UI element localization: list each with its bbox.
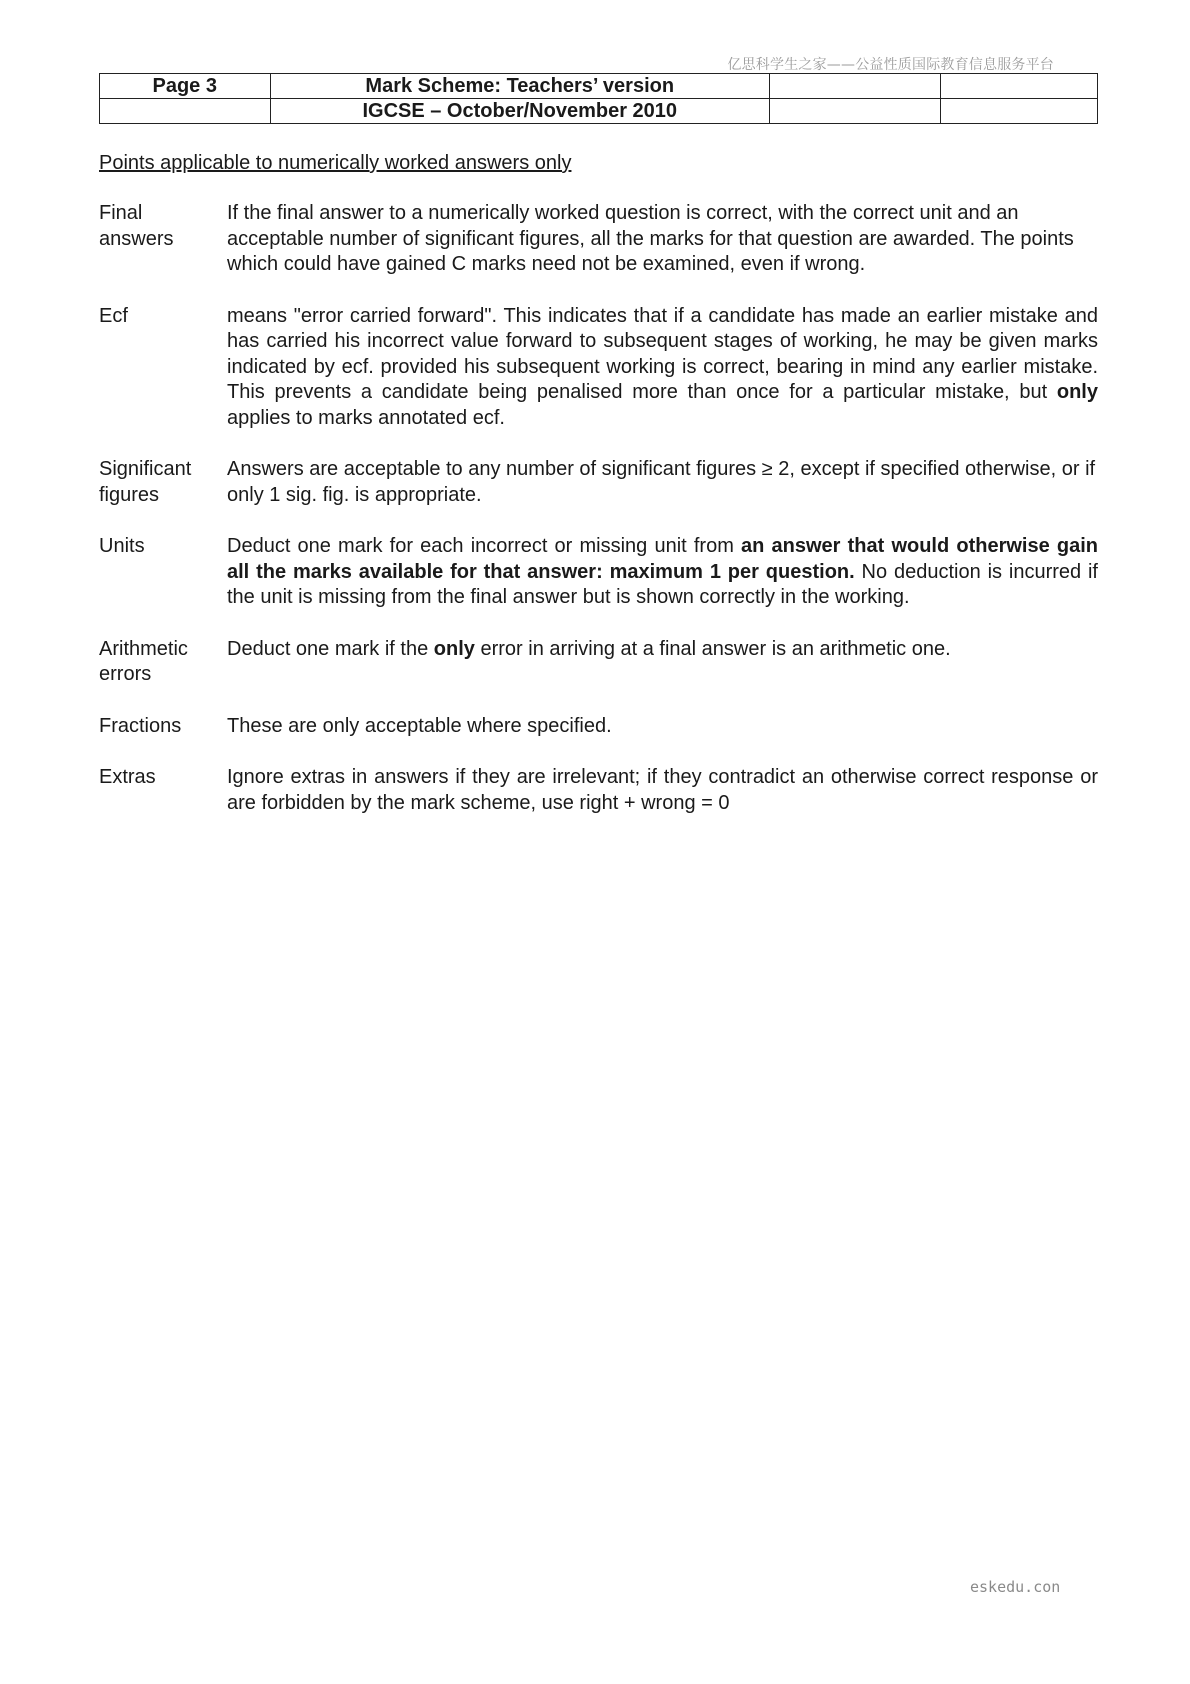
exam-session: IGCSE – October/November 2010 xyxy=(270,99,770,124)
section-heading: Points applicable to numerically worked answers only xyxy=(99,152,572,174)
header-blank-cell xyxy=(100,99,271,124)
watermark-top: 亿思科学生之家——公益性质国际教育信息服务平台 xyxy=(727,57,1054,73)
marking-point-text xyxy=(227,457,1098,508)
marking-point-text xyxy=(227,765,1098,816)
marking-point-text xyxy=(227,304,1098,432)
marking-points-list xyxy=(99,201,1098,842)
header-blank-cell xyxy=(770,99,941,124)
marking-point-term: Units xyxy=(99,535,145,557)
body-text: If the final answer to a numerically worked question is correct, with the correct unit and an acceptable number of significant figures, all the marks for that question are awarded. The points which could have gained C marks need not be examined, even if wrong. xyxy=(227,202,1074,275)
marking-point-arithmetic-errors xyxy=(99,637,1098,688)
marking-point-units xyxy=(99,534,1098,611)
marking-point-term: Fractions xyxy=(99,714,182,737)
marking-point-term: Extras xyxy=(99,766,156,788)
emphasis-text: only xyxy=(433,637,475,660)
watermark-bottom: eskedu.con xyxy=(970,1578,1061,1596)
emphasis-text: only xyxy=(1056,381,1098,403)
body-text: means "error carried forward". This indicates that if a candidate has made an earlier mistake and has carried his incorrect value forward to subsequent stages of working, he may be given marks indicated by ecf. provided his subsequent working is correct, bearing in mind any earlier mistake. This prevents a candidate being penalised more than once for a particular mistake, but xyxy=(227,304,1098,403)
body-text: applies to marks annotated ecf. xyxy=(227,406,505,429)
emphasis-text: an answer that would otherwise gain all the marks available for that answer: maximum 1 per question. xyxy=(227,535,1099,583)
body-text: Ignore extras in answers if they are irrelevant; if they contradict an otherwise correct response or are forbidden by the mark scheme, use right + wrong = 0 xyxy=(227,766,1098,814)
body-text: No deduction is incurred if the unit is missing from the final answer but is shown correctly in the working. xyxy=(227,560,1098,608)
marking-point-final-answers xyxy=(99,201,1098,278)
marking-point-text xyxy=(227,714,1098,740)
marking-point-significant-figures xyxy=(99,457,1098,508)
marking-point-extras xyxy=(99,765,1098,816)
marking-point-term: Ecf xyxy=(99,304,128,327)
body-text: These are only acceptable where specified. xyxy=(227,714,612,737)
marking-point-term: Final answers xyxy=(99,202,174,250)
marking-point-text xyxy=(227,637,1098,688)
header-blank-cell xyxy=(940,74,1098,99)
marking-point-text xyxy=(227,201,1098,278)
marking-point-fractions xyxy=(99,714,1098,740)
marking-point-term: Arithmetic errors xyxy=(99,637,188,685)
body-text: Answers are acceptable to any number of significant figures ≥ 2, except if specified otherwise, or if only 1 sig. fig. is appropriate. xyxy=(227,458,1096,506)
body-text: error in arriving at a final answer is an arithmetic one. xyxy=(474,637,951,660)
body-text: Deduct one mark if the xyxy=(227,637,434,660)
header-row-1 xyxy=(100,74,1098,99)
marking-point-term: Significant figures xyxy=(99,458,192,506)
body-text: Deduct one mark for each incorrect or missing unit from xyxy=(227,535,742,557)
marking-point-ecf xyxy=(99,304,1098,432)
header-row-2 xyxy=(100,99,1098,124)
header-blank-cell xyxy=(940,99,1098,124)
page-label: Page 3 xyxy=(100,74,271,99)
page-title: Mark Scheme: Teachers’ version xyxy=(270,74,770,99)
header-table xyxy=(99,73,1098,124)
header-blank-cell xyxy=(770,74,941,99)
marking-point-text xyxy=(227,534,1098,611)
